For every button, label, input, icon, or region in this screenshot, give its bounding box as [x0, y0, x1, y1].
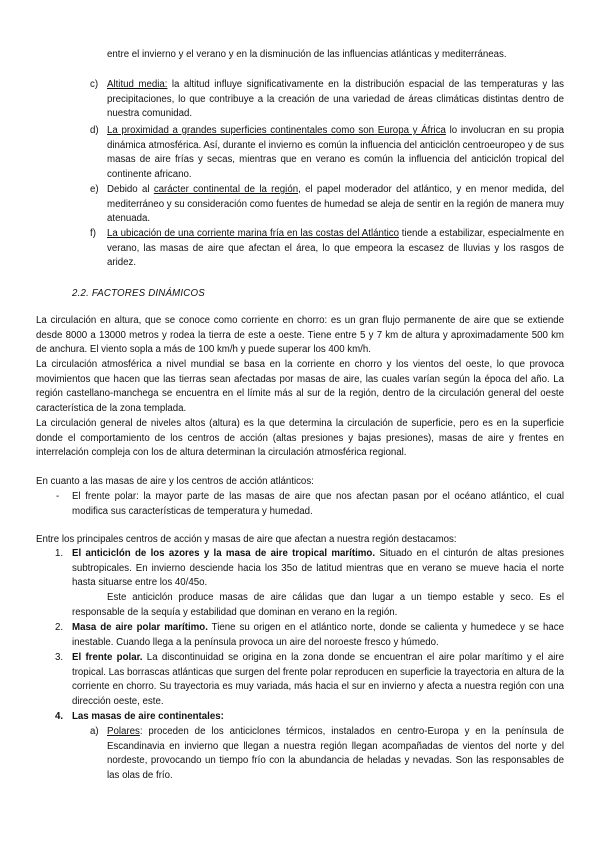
paragraph-upper-levels: La circulación general de niveles altos (altura) es la que determina la circulación de superficie, pero es en la superficie donde el comportamiento de los centros de acción (altas presiones y bajas presiones), masas de aire y frentes en interrelación compleja con los de altura determinan la circulación atmosférica regional. — [36, 418, 564, 459]
num-2-text: Tiene su origen en el atlántico norte, donde se calienta y humedece y se hace inestable. Cuando llega a la península provoca un aire del noroeste fresco y húmedo. — [72, 622, 564, 648]
item-e — [107, 183, 564, 227]
num-3-item — [72, 651, 564, 709]
num-1-extra — [72, 591, 564, 620]
sub-a-text: : proceden de los anticiclones térmicos, instalados en centro-Europa y en la península de Escandinavia en invierno que llegan a nuestra región llegan acompañadas de vientos del norte y del nordeste, provocando un tiempo frío con la abundancia de heladas y nevadas. Son las responsables de las olas de frío. — [107, 726, 564, 781]
num-2-label: 2. — [55, 622, 64, 633]
polar-front-dash-item: El frente polar: la mayor parte de las masas de aire que nos afectan pasan por el océano atlántico, el cual modifica sus características de temperatura y humedad. — [72, 491, 564, 517]
item-c — [107, 78, 564, 122]
item-e-prefix: Debido al — [107, 184, 154, 195]
num-1-label: 1. — [55, 548, 64, 559]
item-f-text: tiende a estabilizar, especialmente en verano, las masas de aire que afectan el área, lo que empeora la escasez de lluvias y los rasgos de aridez. — [107, 228, 564, 269]
num-3-heading: El frente polar. — [72, 652, 143, 663]
num-1-extra-text: Este anticiclón produce masas de aire cálidas que dan lugar a un tiempo estable y seco. Es el responsable de la sequía y estabilidad que dominan en verano en la región. — [72, 592, 564, 618]
item-f-label: f) — [90, 228, 96, 239]
num-2-heading: Masa de aire polar marítimo. — [72, 622, 208, 633]
item-c-heading: Altitud media: — [107, 79, 168, 90]
item-d-text: lo involucran en su propia dinámica atmosférica. Así, durante el invierno es común la influencia del anticiclón centroeuropeo y de sus masas de aire frías y secas, mientras que en verano es común la influencia del anticiclón tropical del continente africano. — [107, 125, 565, 180]
num-3-text: La discontinuidad se origina en la zona donde se encuentran el aire polar marítimo y el aire tropical. Las borrascas atlánticas que surgen del frente polar reproducen en superficie la trayectoria en altura de la corriente en chorro. Su trayectoria es muy variada, más hacia el sur en invierno y afecta a nuestra región con una dirección oeste, este. — [72, 652, 565, 707]
item-d — [107, 124, 564, 182]
centers-intro: Entre los principales centros de acción y masas de aire que afectan a nuestra región destacamos: — [36, 534, 457, 545]
air-masses-intro: En cuanto a las masas de aire y los centros de acción atlánticos: — [36, 476, 314, 487]
num-3-label: 3. — [55, 652, 64, 663]
item-e-heading: carácter continental de la región — [153, 184, 299, 195]
paragraph-jet-stream: La circulación en altura, que se conoce como corriente en chorro: es un gran flujo permanente de aire que se extiende desde 8000 a 13000 metros y rodea la tierra de este a oeste. Tiene entre 5 y 7 km de altura y aproximadamente 500 km de anchura. El viento sopla a más de 100 km/h y puede superar los 400 km/h. — [36, 315, 564, 356]
item-c-text: la altitud influye significativamente en la distribución espacial de las temperaturas y las precipitaciones, lo que contribuye a la creación de una variedad de áreas climáticas distintas dentro de nuestra comunidad. — [107, 79, 564, 120]
num-4-label: 4. — [55, 711, 64, 722]
dash-bullet: - — [56, 491, 60, 502]
item-e-text: , el papel moderador del atlántico, y en menor medida, del mediterráneo y su consideración como fuentes de humedad se aleja de sentir en la región de manera muy atenuada. — [107, 184, 564, 225]
sub-a-heading: Polares — [107, 726, 140, 737]
item-f — [107, 227, 564, 271]
item-d-heading: La proximidad a grandes superficies continentales como son Europa y África — [107, 125, 446, 136]
num-4-item — [72, 710, 564, 725]
item-e-label: e) — [90, 184, 99, 195]
num-4-heading: Las masas de aire continentales: — [72, 711, 224, 722]
num-1-item — [72, 547, 564, 591]
item-f-heading: La ubicación de una corriente marina fría en las costas del Atlántico — [107, 228, 399, 239]
list-continuation-text: entre el invierno y el verano y en la disminución de las influencias atlánticas y mediterráneas. — [107, 49, 507, 60]
num-2-item — [72, 621, 564, 650]
paragraph-global-circulation: La circulación atmosférica a nivel mundial se basa en la corriente en chorro y los vientos del oeste, lo que provoca movimientos que hacen que las tierras sean afectadas por masas de aire, las cuales varían según la época del año. La región castellano-manchega se encuentra en el límite más al sur de la región, dentro de la circulación general del oeste característica de la zona templada. — [36, 359, 564, 414]
num-1-heading: El anticiclón de los azores y la masa de aire tropical marítimo. — [72, 548, 376, 559]
sub-a-label: a) — [90, 726, 99, 737]
item-c-label: c) — [90, 79, 99, 90]
item-d-label: d) — [90, 125, 99, 136]
section-heading: 2.2. FACTORES DINÁMICOS — [72, 288, 205, 299]
sub-a-item — [107, 725, 564, 783]
num-1-text: Situado en el cinturón de altas presiones subtropicales. En invierno desciende hacia los 35o de latitud mientras que en verano se mueve hacia el norte hasta situarse entre los 40/45o. — [72, 548, 564, 589]
list-continuation — [107, 48, 564, 63]
